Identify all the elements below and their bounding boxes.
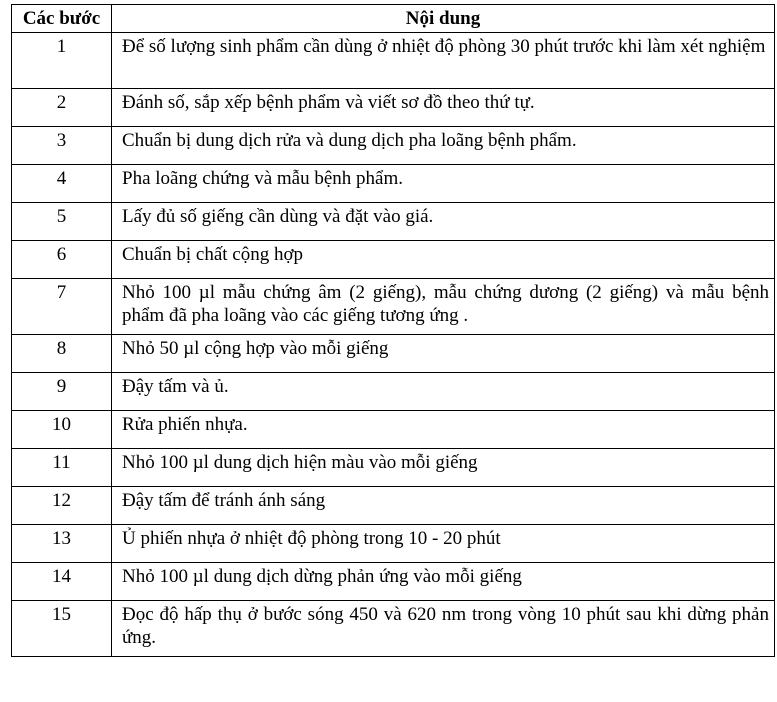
table-row [12,241,775,279]
step-content: Pha loãng chứng và mẫu bệnh phẩm. [112,165,775,203]
step-number: 15 [12,601,112,657]
step-number: 14 [12,563,112,601]
table-row [12,33,775,89]
table-row [12,525,775,563]
table-row [12,127,775,165]
document-page [11,4,775,657]
header-content: Nội dung [112,5,775,33]
table-row [12,411,775,449]
table-header-row [12,5,775,33]
step-content: Chuẩn bị dung dịch rửa và dung dịch pha loãng bệnh phẩm. [112,127,775,165]
step-content: Đánh số, sắp xếp bệnh phẩm và viết sơ đồ theo thứ tự. [112,89,775,127]
table-row [12,373,775,411]
table-row [12,203,775,241]
step-number: 5 [12,203,112,241]
step-number: 12 [12,487,112,525]
step-content: Đậy tấm để tránh ánh sáng [112,487,775,525]
header-steps: Các bước [12,5,112,33]
step-number: 8 [12,335,112,373]
table-row [12,449,775,487]
step-content: Nhỏ 100 µl mẫu chứng âm (2 giếng), mẫu chứng dương (2 giếng) và mẫu bệnh phẩm đã pha loãng vào các giếng tương ứng . [112,279,775,335]
step-number: 11 [12,449,112,487]
table-row [12,89,775,127]
table-row [12,165,775,203]
step-content: Nhỏ 100 µl dung dịch dừng phản ứng vào mỗi giếng [112,563,775,601]
step-number: 6 [12,241,112,279]
step-number: 1 [12,33,112,89]
table-row [12,563,775,601]
step-content: Ủ phiến nhựa ở nhiệt độ phòng trong 10 - 20 phút [112,525,775,563]
step-number: 2 [12,89,112,127]
step-number: 13 [12,525,112,563]
step-number: 10 [12,411,112,449]
table-row [12,487,775,525]
table-row [12,335,775,373]
step-content: Nhỏ 100 µl dung dịch hiện màu vào mỗi giếng [112,449,775,487]
table-row [12,601,775,657]
step-content: Nhỏ 50 µl cộng hợp vào mỗi giếng [112,335,775,373]
step-content: Để số lượng sinh phẩm cần dùng ở nhiệt độ phòng 30 phút trước khi làm xét nghiệm [112,33,775,89]
step-number: 4 [12,165,112,203]
step-number: 3 [12,127,112,165]
step-content: Chuẩn bị chất cộng hợp [112,241,775,279]
table-row [12,279,775,335]
step-content: Rửa phiến nhựa. [112,411,775,449]
step-content: Đọc độ hấp thụ ở bước sóng 450 và 620 nm trong vòng 10 phút sau khi dừng phản ứng. [112,601,775,657]
step-content: Lấy đủ số giếng cần dùng và đặt vào giá. [112,203,775,241]
step-number: 9 [12,373,112,411]
step-number: 7 [12,279,112,335]
step-content: Đậy tấm và ủ. [112,373,775,411]
procedure-steps-table [11,4,775,657]
